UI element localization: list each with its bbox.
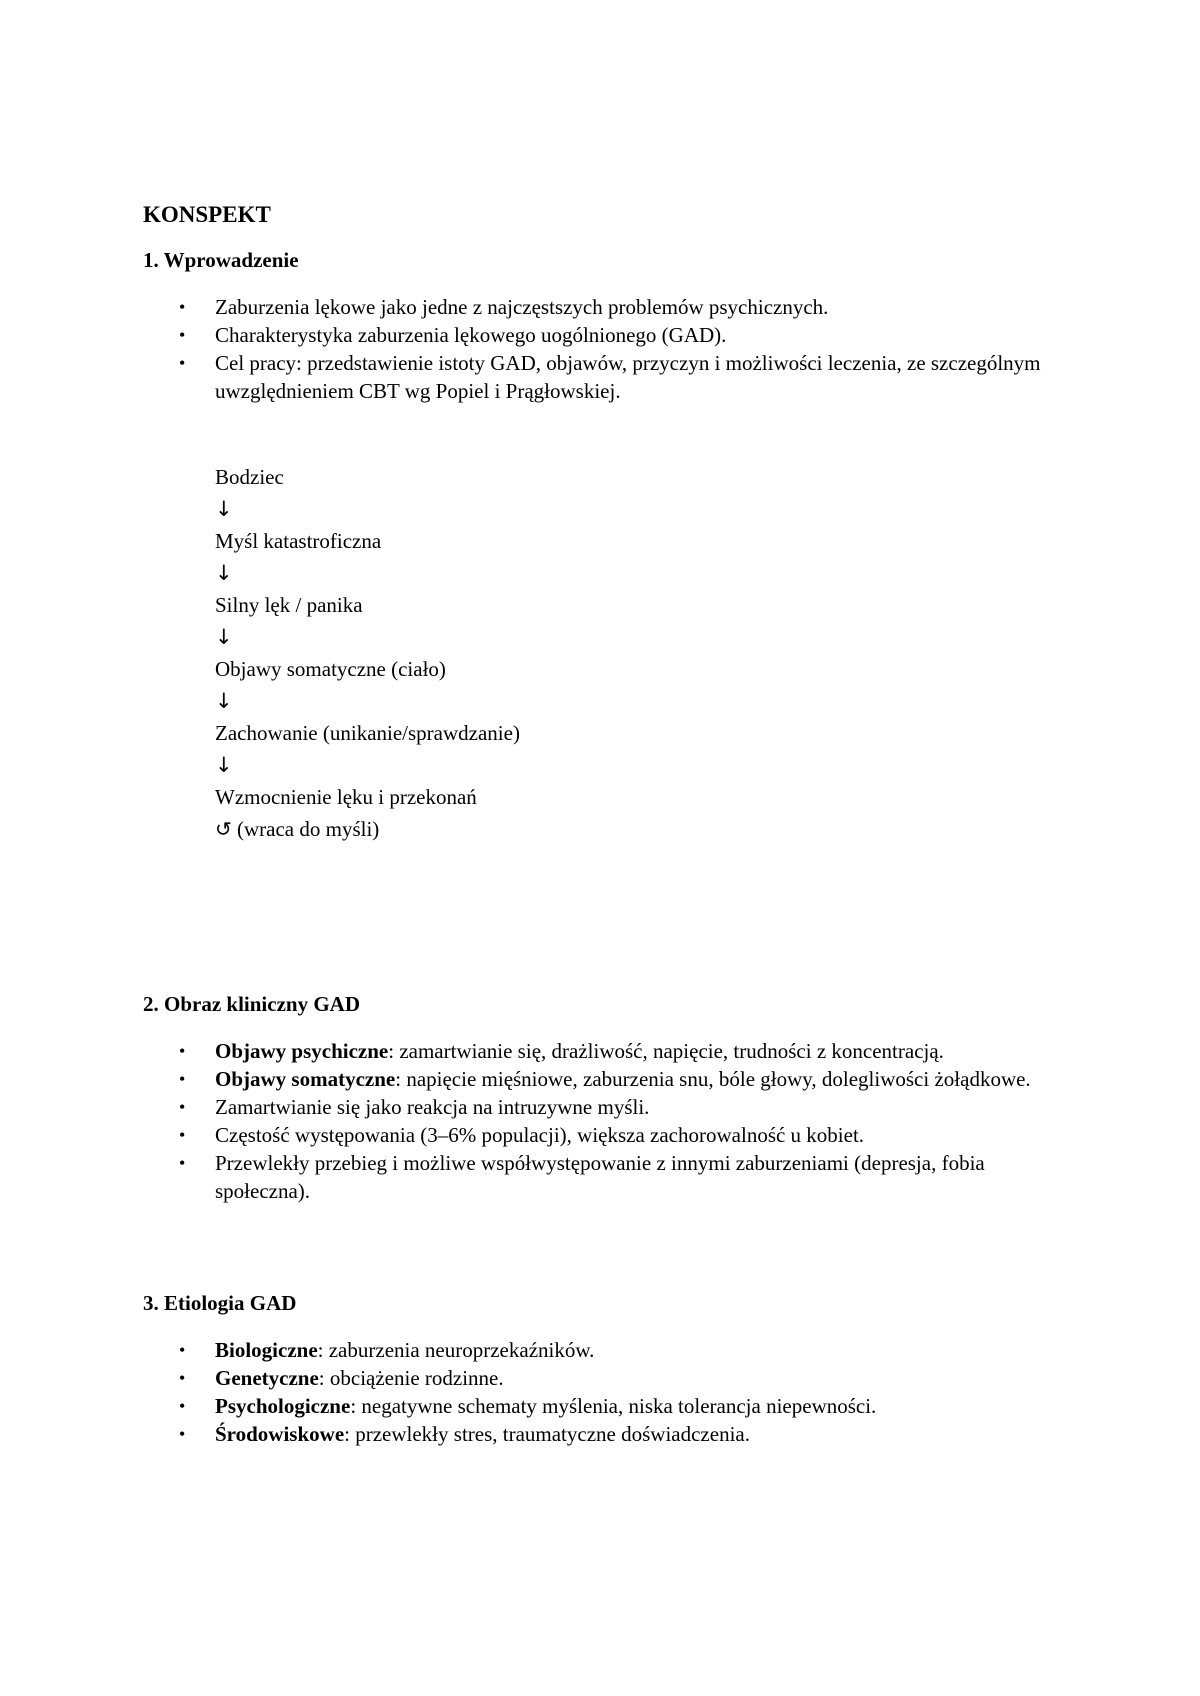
bullet-icon: • [179, 1340, 186, 1360]
list-item-term: Środowiskowe [215, 1422, 345, 1446]
loop-arrow-icon: ↺ [215, 817, 232, 841]
list-item [143, 349, 1063, 405]
bullet-list [143, 1037, 1063, 1205]
list-item [143, 1336, 1063, 1364]
list-item-text: Przewlekły przebieg i możliwe współwystępowanie z innymi zaburzeniami (depresja, fobia społeczna). [215, 1151, 985, 1203]
flow-step: Objawy somatyczne (ciało) [215, 657, 446, 681]
down-arrow-icon: ↓ [215, 497, 233, 521]
list-item-text: : napięcie mięśniowe, zaburzenia snu, bóle głowy, dolegliwości żołądkowe. [395, 1067, 1031, 1091]
flow-loop [215, 813, 1063, 845]
bullet-list [143, 293, 1063, 405]
down-arrow-icon: ↓ [215, 689, 233, 713]
flow-step: Zachowanie (unikanie/sprawdzanie) [215, 721, 520, 745]
list-item [143, 1065, 1063, 1093]
list-item [143, 1364, 1063, 1392]
bullet-icon: • [179, 325, 186, 345]
bullet-list [143, 1336, 1063, 1448]
bullet-icon: • [179, 1368, 186, 1388]
list-item-text: : negatywne schematy myślenia, niska tolerancja niepewności. [350, 1394, 877, 1418]
list-item-text: : zamartwianie się, drażliwość, napięcie, trudności z koncentracją. [388, 1039, 944, 1063]
down-arrow-icon: ↓ [215, 753, 233, 777]
bullet-icon: • [179, 1041, 186, 1061]
bullet-icon: • [179, 1424, 186, 1444]
list-item-text: Zaburzenia lękowe jako jedne z najczęstszych problemów psychicznych. [215, 295, 829, 319]
down-arrow-icon: ↓ [215, 561, 233, 585]
bullet-icon: • [179, 1069, 186, 1089]
list-item-text: Charakterystyka zaburzenia lękowego uogólnionego (GAD). [215, 323, 727, 347]
list-item [143, 1392, 1063, 1420]
section-introduction [143, 246, 1063, 845]
section-heading: 1. Wprowadzenie [143, 248, 299, 272]
list-item [143, 293, 1063, 321]
down-arrow-icon: ↓ [215, 625, 233, 649]
bullet-icon: • [179, 1125, 186, 1145]
list-item-text: : zaburzenia neuroprzekaźników. [317, 1338, 595, 1362]
bullet-icon: • [179, 1097, 186, 1117]
document-title: KONSPEKT [143, 202, 271, 227]
section-heading: 3. Etiologia GAD [143, 1291, 297, 1315]
anxiety-cycle-flow [215, 461, 1063, 845]
list-item-text: : obciążenie rodzinne. [318, 1366, 504, 1390]
list-item-term: Genetyczne [215, 1366, 319, 1390]
section-etiology [143, 1289, 1063, 1448]
list-item-term: Biologiczne [215, 1338, 318, 1362]
bullet-icon: • [179, 297, 186, 317]
list-item [143, 321, 1063, 349]
document-page [143, 200, 1063, 1448]
flow-step: Myśl katastroficzna [215, 529, 382, 553]
bullet-icon: • [179, 1396, 186, 1416]
list-item [143, 1149, 1063, 1205]
list-item-text: Zamartwianie się jako reakcja na intruzywne myśli. [215, 1095, 650, 1119]
section-heading: 2. Obraz kliniczny GAD [143, 992, 361, 1016]
list-item [143, 1420, 1063, 1448]
list-item-term: Objawy psychiczne [215, 1039, 389, 1063]
list-item-term: Psychologiczne [215, 1394, 351, 1418]
flow-step: Wzmocnienie lęku i przekonań [215, 785, 477, 809]
flow-loop-text: (wraca do myśli) [237, 817, 380, 841]
list-item [143, 1093, 1063, 1121]
flow-step: Bodziec [215, 465, 284, 489]
list-item [143, 1121, 1063, 1149]
bullet-icon: • [179, 1153, 186, 1173]
list-item-text: Cel pracy: przedstawienie istoty GAD, objawów, przyczyn i możliwości leczenia, ze szczególnym uwzględnieniem CBT wg Popiel i Prągłowskiej. [215, 351, 1041, 403]
list-item-text: Częstość występowania (3–6% populacji), większa zachorowalność u kobiet. [215, 1123, 865, 1147]
section-clinical-picture [143, 990, 1063, 1205]
list-item-term: Objawy somatyczne [215, 1067, 396, 1091]
list-item [143, 1037, 1063, 1065]
list-item-text: : przewlekły stres, traumatyczne doświadczenia. [344, 1422, 750, 1446]
flow-step: Silny lęk / panika [215, 593, 363, 617]
bullet-icon: • [179, 353, 186, 373]
